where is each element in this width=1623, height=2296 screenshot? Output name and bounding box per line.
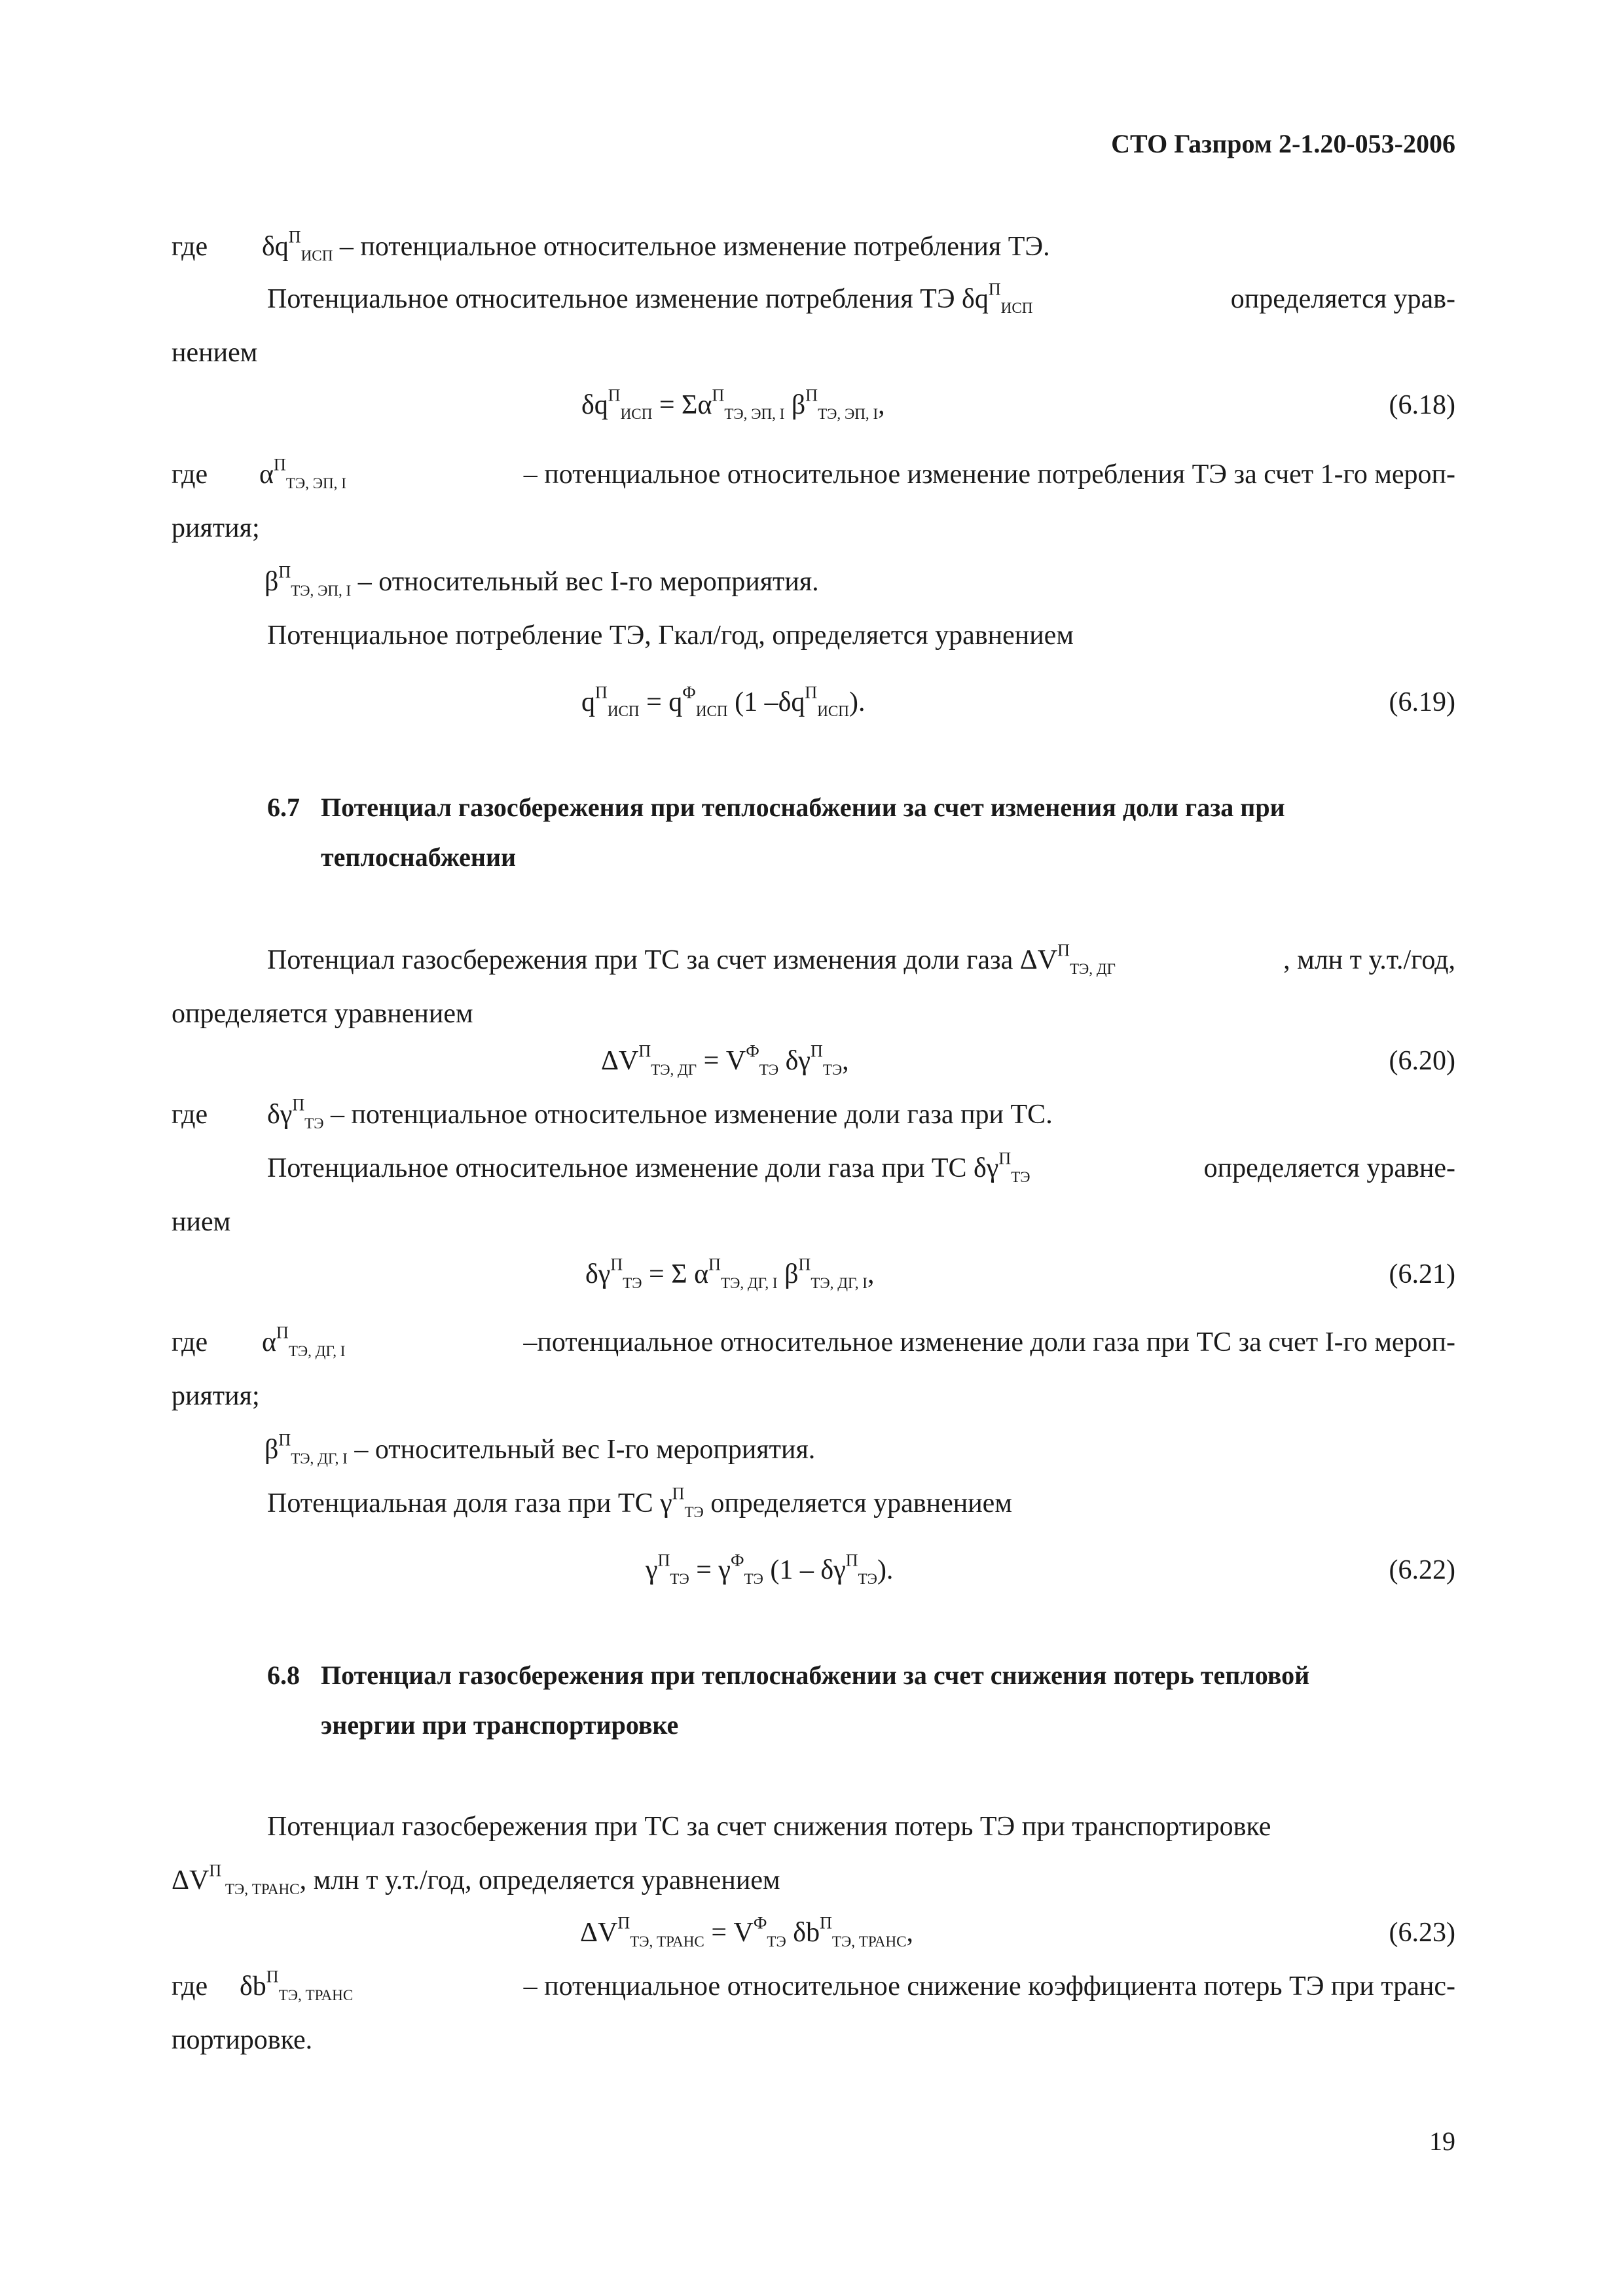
paragraph-line: определяется уравнением xyxy=(172,999,473,1029)
section-heading: Потенциал газосбережения при теплоснабжении за счет изменения доли газа при xyxy=(321,793,1285,822)
document-code: СТО Газпром 2-1.20-053-2006 xyxy=(1111,129,1455,158)
equation-6-18: $\delta q^П_{ИСП} = \Sigma\alpha^П_{ТЭ, ЭП, I}$ $\beta^П_{ТЭ, ЭП, I}$, xyxy=(581,386,885,423)
page-number: 19 xyxy=(1429,2126,1455,2156)
where-label: где xyxy=(172,1327,208,1357)
equation-number: (6.18) xyxy=(1389,390,1455,420)
definition-line: $\alpha^П_{ТЭ, ДГ, I}$ –потенциальное относительное изменение доли газа при ТС за счет I-го мероп- xyxy=(262,1323,1455,1360)
equation-6-23: $\Delta V^П_{ТЭ, ТРАНС} = V^Ф_{ТЭ}$ $\delta b^П_{ТЭ, ТРАНС}$, xyxy=(580,1913,914,1950)
paragraph-line: нием xyxy=(172,1207,231,1237)
paragraph-line: риятия; xyxy=(172,513,260,543)
equation-number: (6.21) xyxy=(1389,1259,1455,1289)
section-number: 6.8 xyxy=(267,1660,300,1690)
paragraph-line: Потенциал газосбережения при ТС за счет снижения потерь ТЭ при транспортировке xyxy=(267,1812,1271,1842)
equation-6-22: $\gamma^П_{ТЭ} = \gamma^Ф_{ТЭ}$ $(1 - \delta\gamma^П_{ТЭ})$. xyxy=(646,1551,894,1588)
definition-line: $\beta^П_{ТЭ, ЭП, I}$ – относительный вес I-го мероприятия. xyxy=(264,562,819,600)
paragraph-line: Потенциальная доля газа при ТС $\gamma^П_{ТЭ}$ определяется уравнением xyxy=(267,1484,1012,1521)
paragraph-line: риятия; xyxy=(172,1381,260,1411)
paragraph-line: Потенциал газосбережения при ТС за счет изменения доли газа $\Delta V^П_{ТЭ, ДГ}$ , млн т у.т./год, xyxy=(267,941,1455,978)
where-label: где xyxy=(172,1100,208,1130)
paragraph-line: $\Delta V^П$ $_{ТЭ, ТРАНС}$, млн т у.т./год, определяется уравнением xyxy=(172,1861,780,1898)
where-label: где xyxy=(172,232,208,262)
equation-number: (6.19) xyxy=(1389,687,1455,717)
section-heading: энергии при транспортировке xyxy=(321,1710,679,1740)
paragraph-line: нением xyxy=(172,338,258,368)
equation-number: (6.22) xyxy=(1389,1555,1455,1585)
definition-line: $\delta q^П_{ИСП}$ – потенциальное относительное изменение потребления ТЭ. xyxy=(262,227,1050,264)
paragraph-line: Потенциальное относительное изменение потребления ТЭ $\delta q^П_{ИСП}$ определяется урав- xyxy=(267,279,1455,317)
section-heading: теплоснабжении xyxy=(321,842,517,872)
definition-line: $\delta\gamma^П_{ТЭ}$ – потенциальное относительное изменение доли газа при ТС. xyxy=(267,1095,1053,1132)
equation-number: (6.20) xyxy=(1389,1046,1455,1076)
paragraph-line: Потенциальное потребление ТЭ, Гкал/год, определяется уравнением xyxy=(267,620,1074,651)
where-label: где xyxy=(172,1971,208,2001)
definition-line: $\alpha^П_{ТЭ, ЭП, I}$ – потенциальное относительное изменение потребления ТЭ за счет 1-го мероп- xyxy=(259,455,1455,492)
equation-6-19: $q^П_{ИСП} = q^Ф_{ИСП}$ (1 $-\delta q^П_{ИСП}$). xyxy=(581,683,866,720)
equation-number: (6.23) xyxy=(1389,1918,1455,1948)
paragraph-line: Потенциальное относительное изменение доли газа при ТС $\delta\gamma^П_{ТЭ}$ определяется уравне- xyxy=(267,1149,1455,1186)
section-number: 6.7 xyxy=(267,793,300,822)
equation-6-20: $\Delta V^П_{ТЭ, ДГ} = V^Ф_{ТЭ}$ $\delta\gamma^П_{ТЭ}$, xyxy=(601,1041,849,1079)
section-heading: Потенциал газосбережения при теплоснабжении за счет снижения потерь тепловой xyxy=(321,1660,1310,1690)
definition-line: $\delta b^П_{ТЭ, ТРАНС}$ – потенциальное относительное снижение коэффициента потерь ТЭ при транс- xyxy=(240,1967,1455,2004)
equation-6-21: $\delta\gamma^П_{ТЭ} = \Sigma$ $\alpha^П_{ТЭ, ДГ, I}$ $\beta^П_{ТЭ, ДГ, I}$, xyxy=(585,1255,875,1292)
paragraph-line: портировке. xyxy=(172,2025,313,2055)
definition-line: $\beta^П_{ТЭ, ДГ, I}$ – относительный вес I-го мероприятия. xyxy=(264,1430,816,1467)
where-label: где xyxy=(172,459,208,490)
